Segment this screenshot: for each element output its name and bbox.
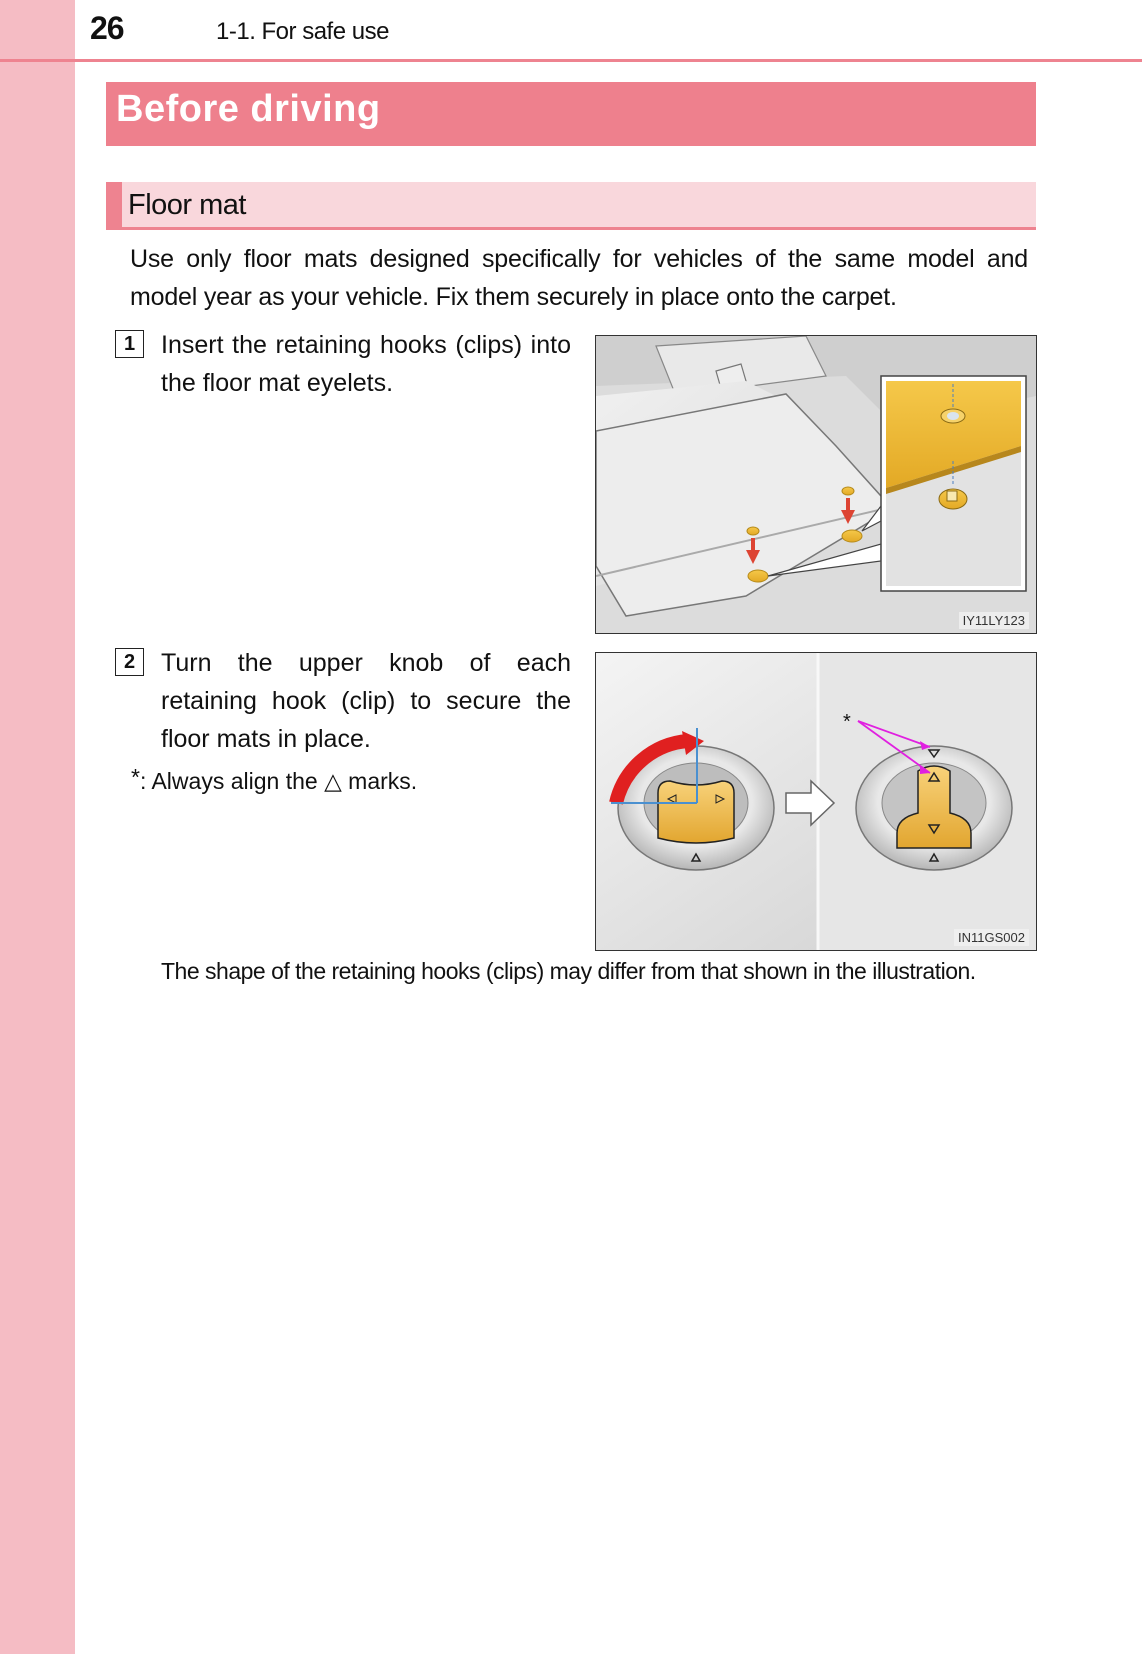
subsection-heading-bar xyxy=(106,182,1036,230)
figure-code: IY11LY123 xyxy=(959,612,1029,629)
step-text: Insert the retaining hooks (clips) into the floor mat eyelets. xyxy=(161,331,571,397)
figure-knob-rotation xyxy=(595,652,1037,951)
subsection-heading: Floor mat xyxy=(128,189,246,221)
knob-rotation-icon xyxy=(596,653,1036,950)
note-suffix: marks. xyxy=(348,768,418,794)
chapter-title: Before driving xyxy=(116,88,381,130)
figure-code: IN11GS002 xyxy=(954,929,1029,946)
step-badge: 2 xyxy=(115,648,144,676)
running-header: 1-1. For safe use xyxy=(216,18,389,45)
step-badge: 1 xyxy=(115,330,144,358)
subsection-accent xyxy=(106,182,122,227)
page-sidebar-tab xyxy=(0,0,75,1654)
figure-hook-insertion xyxy=(595,335,1037,634)
illustration-footnote: The shape of the retaining hooks (clips) may differ from that shown in the illustration. xyxy=(161,958,976,984)
note-marker: * xyxy=(131,764,140,790)
step-text: Turn the upper knob of each retaining hook (clip) to secure the floor mats in place. xyxy=(161,649,571,753)
floor-mat-hook-insertion-icon xyxy=(596,336,1036,633)
header-divider xyxy=(0,59,1142,62)
note-prefix: : Always align the xyxy=(139,768,318,794)
svg-text:*: * xyxy=(843,711,851,733)
chapter-title-bar xyxy=(106,82,1036,146)
intro-paragraph: Use only floor mats designed specifically for vehicles of the same model and model year as your vehicle. Fix them securely in place onto the carpet. xyxy=(130,245,1028,311)
page-number: 26 xyxy=(90,10,124,46)
step-2-note xyxy=(131,764,417,795)
triangle-mark-icon: △ xyxy=(324,768,342,794)
